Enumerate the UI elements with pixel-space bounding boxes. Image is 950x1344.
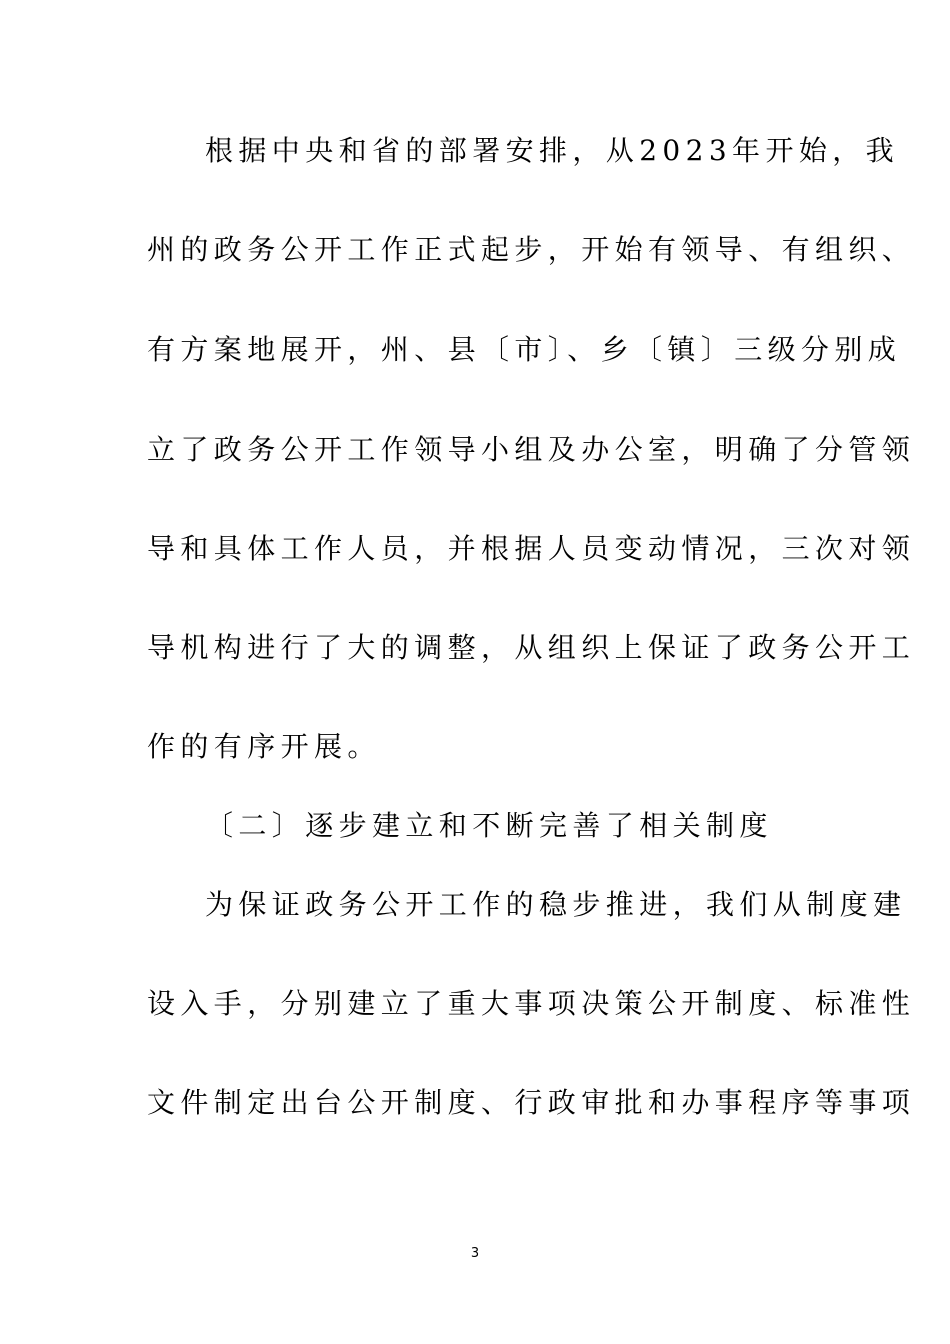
paragraph-line: 导机构进行了大的调整，从组织上保证了政务公开工: [147, 631, 916, 664]
paragraph-line: 根据中央和省的部署安排，从2023年开始，我: [205, 134, 900, 167]
paragraph-line: 为保证政务公开工作的稳步推进，我们从制度建: [205, 888, 907, 921]
paragraph-line: 作的有序开展。: [147, 730, 381, 763]
paragraph-line: 立了政务公开工作领导小组及办公室，明确了分管领: [147, 433, 916, 466]
paragraph-line: 导和具体工作人员，并根据人员变动情况，三次对领: [147, 532, 916, 565]
paragraph-line: 州的政务公开工作正式起步，开始有领导、有组织、: [147, 233, 916, 266]
page-number: 3: [470, 1246, 480, 1261]
section-heading: 〔二〕逐步建立和不断完善了相关制度: [205, 809, 773, 842]
paragraph-line: 有方案地展开，州、县〔市〕、乡〔镇〕三级分别成: [147, 333, 902, 366]
paragraph-line: 文件制定出台公开制度、行政审批和办事程序等事项: [147, 1086, 916, 1119]
paragraph-line: 设入手，分别建立了重大事项决策公开制度、标准性: [147, 987, 916, 1020]
